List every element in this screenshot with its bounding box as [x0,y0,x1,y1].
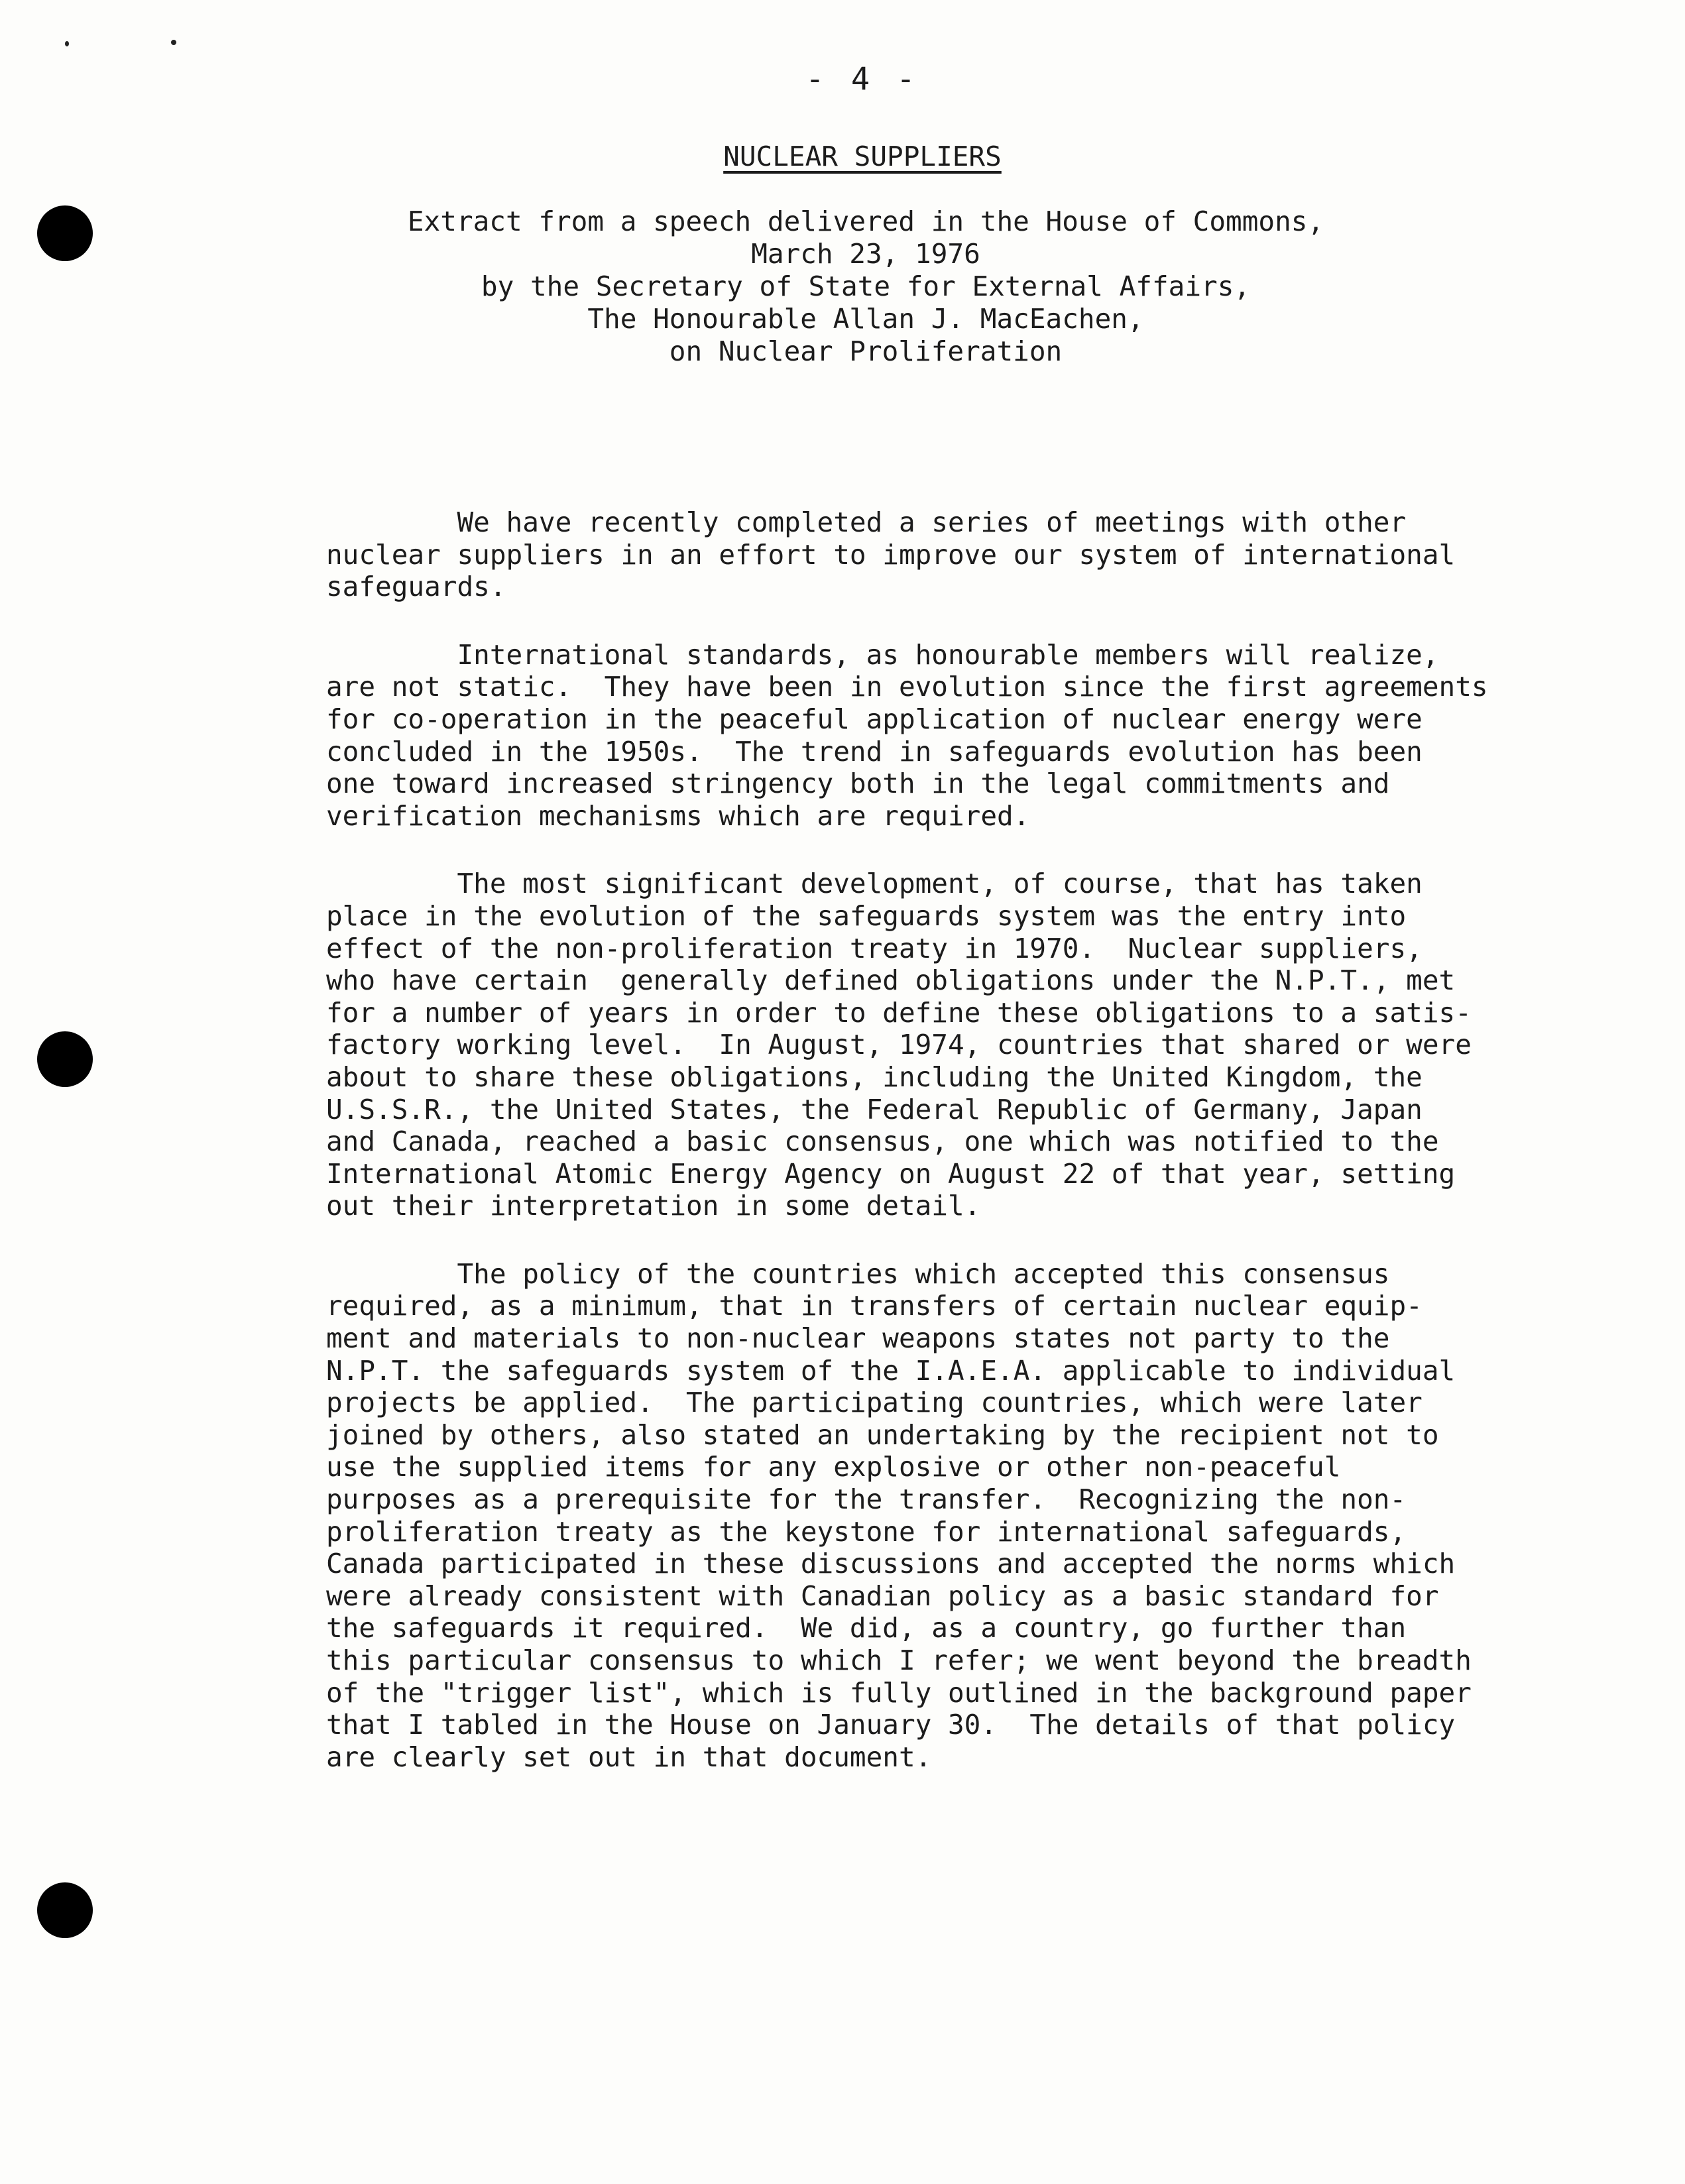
document-title: NUCLEAR SUPPLIERS [723,141,1002,172]
paragraph-line: N.P.T. the safeguards system of the I.A.E.A. applicable to individual [326,1354,1456,1387]
paragraph-line: this particular consensus to which I refer; we went beyond the breadth [326,1644,1472,1676]
paragraph-line: verification mechanisms which are required. [326,799,1030,832]
paragraph-line: are clearly set out in that document. [326,1741,932,1773]
punch-hole-middle [37,1031,93,1087]
paragraph-line: of the "trigger list", which is fully outlined in the background paper [326,1676,1472,1709]
paragraph-line: required, as a minimum, that in transfers of certain nuclear equip- [326,1290,1423,1322]
paragraph-line: ment and materials to non-nuclear weapons states not party to the [326,1322,1390,1355]
paragraph-line: factory working level. In August, 1974, countries that shared or were [326,1029,1472,1061]
scan-speck [171,40,176,45]
paragraph-line: the safeguards it required. We did, as a country, go further than [326,1612,1407,1644]
paragraph-line: about to share these obligations, including the United Kingdom, the [326,1061,1423,1093]
paragraph-line: concluded in the 1950s. The trend in safeguards evolution has been [326,735,1423,768]
scan-speck [65,41,69,46]
paragraph-line: place in the evolution of the safeguards system was the entry into [326,899,1407,932]
paragraph-line: joined by others, also stated an undertaking by the recipient not to [326,1418,1439,1451]
paragraph-line: safeguards. [326,571,506,603]
paragraph-line: and Canada, reached a basic consensus, one which was notified to the [326,1125,1439,1158]
body-paragraph [326,868,1519,1222]
paragraph-line: use the supplied items for any explosive or other non-peaceful [326,1451,1341,1483]
body-paragraph [326,1258,1519,1774]
paragraph-line: projects be applied. The participating countries, which were later [326,1387,1423,1419]
speech-attribution [0,205,1685,368]
paragraph-line: International standards, as honourable members will realize, [326,638,1439,671]
paragraph-line: The most significant development, of course, that has taken [326,868,1423,900]
paragraph-line: The policy of the countries which accepted this consensus [326,1257,1390,1290]
paragraph-line: proliferation treaty as the keystone for international safeguards, [326,1515,1407,1548]
body-paragraph [326,639,1519,833]
paragraph-line: U.S.S.R., the United States, the Federal Republic of Germany, Japan [326,1093,1423,1125]
paragraph-line: effect of the non-proliferation treaty in 1970. Nuclear suppliers, [326,932,1423,964]
paragraph-line: for co-operation in the peaceful application of nuclear energy were [326,703,1423,735]
paragraph-line: nuclear suppliers in an effort to improve our system of international [326,538,1456,571]
speech-body [326,506,1519,1809]
attribution-line: Extract from a speech delivered in the House of Commons, [407,205,1324,237]
paragraph-line: We have recently completed a series of meetings with other [326,506,1407,538]
page-number: - 4 - [805,61,919,97]
attribution-line: March 23, 1976 [751,238,980,270]
body-paragraph [326,506,1519,603]
paragraph-line: that I tabled in the House on January 30. The details of that policy [326,1709,1456,1741]
punch-hole-bottom [37,1882,93,1938]
paragraph-line: who have certain generally defined obligations under the N.P.T., met [326,964,1456,997]
paragraph-line: were already consistent with Canadian policy as a basic standard for [326,1580,1439,1612]
paragraph-line: International Atomic Energy Agency on August 22 of that year, setting [326,1157,1456,1190]
paragraph-line: out their interpretation in some detail. [326,1190,981,1222]
paragraph-line: Canada participated in these discussions and accepted the norms which [326,1548,1456,1580]
attribution-line: by the Secretary of State for External Affairs, [481,270,1251,302]
attribution-line: The Honourable Allan J. MacEachen, [587,303,1144,335]
paragraph-line: one toward increased stringency both in the legal commitments and [326,768,1390,800]
paragraph-line: for a number of years in order to define these obligations to a satis- [326,996,1472,1029]
attribution-line: on Nuclear Proliferation [669,335,1063,367]
paragraph-line: are not static. They have been in evolution since the first agreements [326,671,1488,703]
paragraph-line: purposes as a prerequisite for the transfer. Recognizing the non- [326,1483,1407,1516]
